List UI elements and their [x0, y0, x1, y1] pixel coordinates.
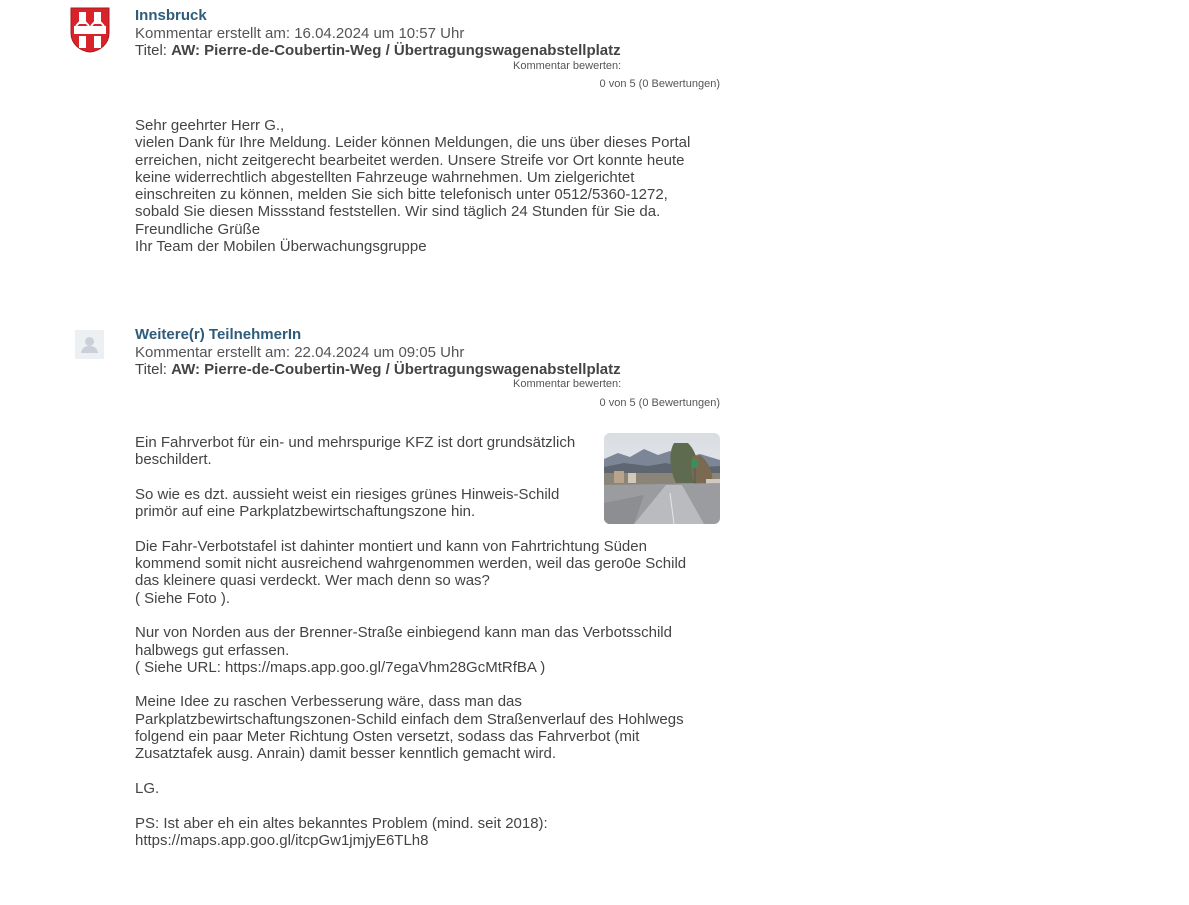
body-line: Zusatztafek ausg. Anrain) damit besser kenntlich gemacht wird. [135, 745, 557, 763]
body-line: sobald Sie diesen Missstand feststellen. Wir sind täglich 24 Stunden für Sie da. [135, 203, 661, 221]
body-line: vielen Dank für Ihre Meldung. Leider können Meldungen, die uns über dieses Portal [135, 134, 691, 152]
body-line: Meine Idee zu raschen Verbesserung wäre, dass man das [135, 693, 522, 711]
comment-title [135, 42, 621, 59]
body-link[interactable]: https://maps.app.goo.gl/itcpGw1jmjyE6TLh8 [135, 831, 429, 849]
body-line: folgend ein paar Meter Richtung Osten versetzt, sodass das Fahrverbot (mit [135, 728, 640, 746]
innsbruck-coat-of-arms-icon[interactable] [70, 7, 110, 53]
comment-created-date: Kommentar erstellt am: 16.04.2024 um 10:57 Uhr [135, 25, 465, 42]
body-line: Ihr Team der Mobilen Überwachungsgruppe [135, 238, 427, 256]
body-line: beschildert. [135, 451, 212, 469]
body-line: ( Siehe URL: https://maps.app.goo.gl/7egaVhm28GcMtRfBA ) [135, 658, 546, 676]
comment-author[interactable]: Weitere(r) TeilnehmerIn [135, 326, 302, 343]
body-line: ( Siehe Foto ). [135, 589, 231, 607]
body-line: LG. [135, 779, 160, 797]
body-line: Nur von Norden aus der Brenner-Straße einbiegend kann man das Verbotsschild [135, 624, 672, 642]
body-line: PS: Ist aber eh ein altes bekanntes Problem (mind. seit 2018): [135, 814, 548, 832]
body-line: halbwegs gut erfassen. [135, 641, 290, 659]
body-line: Sehr geehrter Herr G., [135, 117, 285, 134]
title-text: AW: Pierre-de-Coubertin-Weg / Übertragungswagenabstellplatz [171, 361, 621, 378]
rating-value[interactable]: 0 von 5 (0 Bewertungen) [599, 78, 720, 90]
body-line: Freundliche Grüße [135, 220, 261, 238]
rate-comment-label: Kommentar bewerten: [513, 378, 622, 390]
body-line: das kleinere quasi verdeckt. Wer mach denn so was? [135, 572, 490, 590]
body-line: So wie es dzt. aussieht weist ein riesiges grünes Hinweis-Schild [135, 485, 560, 503]
title-text: AW: Pierre-de-Coubertin-Weg / Übertragungswagenabstellplatz [171, 42, 621, 59]
body-line: kommend somit nicht ausreichend wahrgenommen werden, weil das gero0e Schild [135, 555, 687, 573]
body-line: Ein Fahrverbot für ein- und mehrspurige KFZ ist dort grundsätzlich [135, 434, 576, 451]
rate-comment-label: Kommentar bewerten: [513, 60, 622, 72]
body-line: einschreiten zu können, melden Sie sich bitte telefonisch unter 0512/5360-1272, [135, 186, 668, 204]
body-line: primör auf eine Parkplatzbewirtschaftungszone hin. [135, 503, 476, 521]
comment-body [135, 117, 690, 255]
title-prefix: Titel: [135, 361, 167, 378]
body-line: Die Fahr-Verbotstafel ist dahinter montiert und kann von Fahrtrichtung Süden [135, 537, 647, 555]
body-line: keine widerrechtlich abgestellten Fahrzeuge wahrnehmen. Um zielgerichtet [135, 168, 635, 186]
comment-created-date: Kommentar erstellt am: 22.04.2024 um 09:05 Uhr [135, 344, 465, 361]
comment-body [135, 434, 686, 849]
title-prefix: Titel: [135, 42, 167, 59]
comment-title [135, 361, 621, 378]
comment-author[interactable]: Innsbruck [135, 7, 207, 24]
body-line: erreichen, nicht zeitgerecht bearbeitet werden. Unsere Streife vor Ort konnte heute [135, 151, 685, 169]
body-line: Parkplatzbewirtschaftungszonen-Schild einfach dem Straßenverlauf des Hohlwegs [135, 710, 684, 728]
rating-value[interactable]: 0 von 5 (0 Bewertungen) [599, 397, 720, 409]
user-silhouette-icon[interactable] [75, 330, 104, 359]
